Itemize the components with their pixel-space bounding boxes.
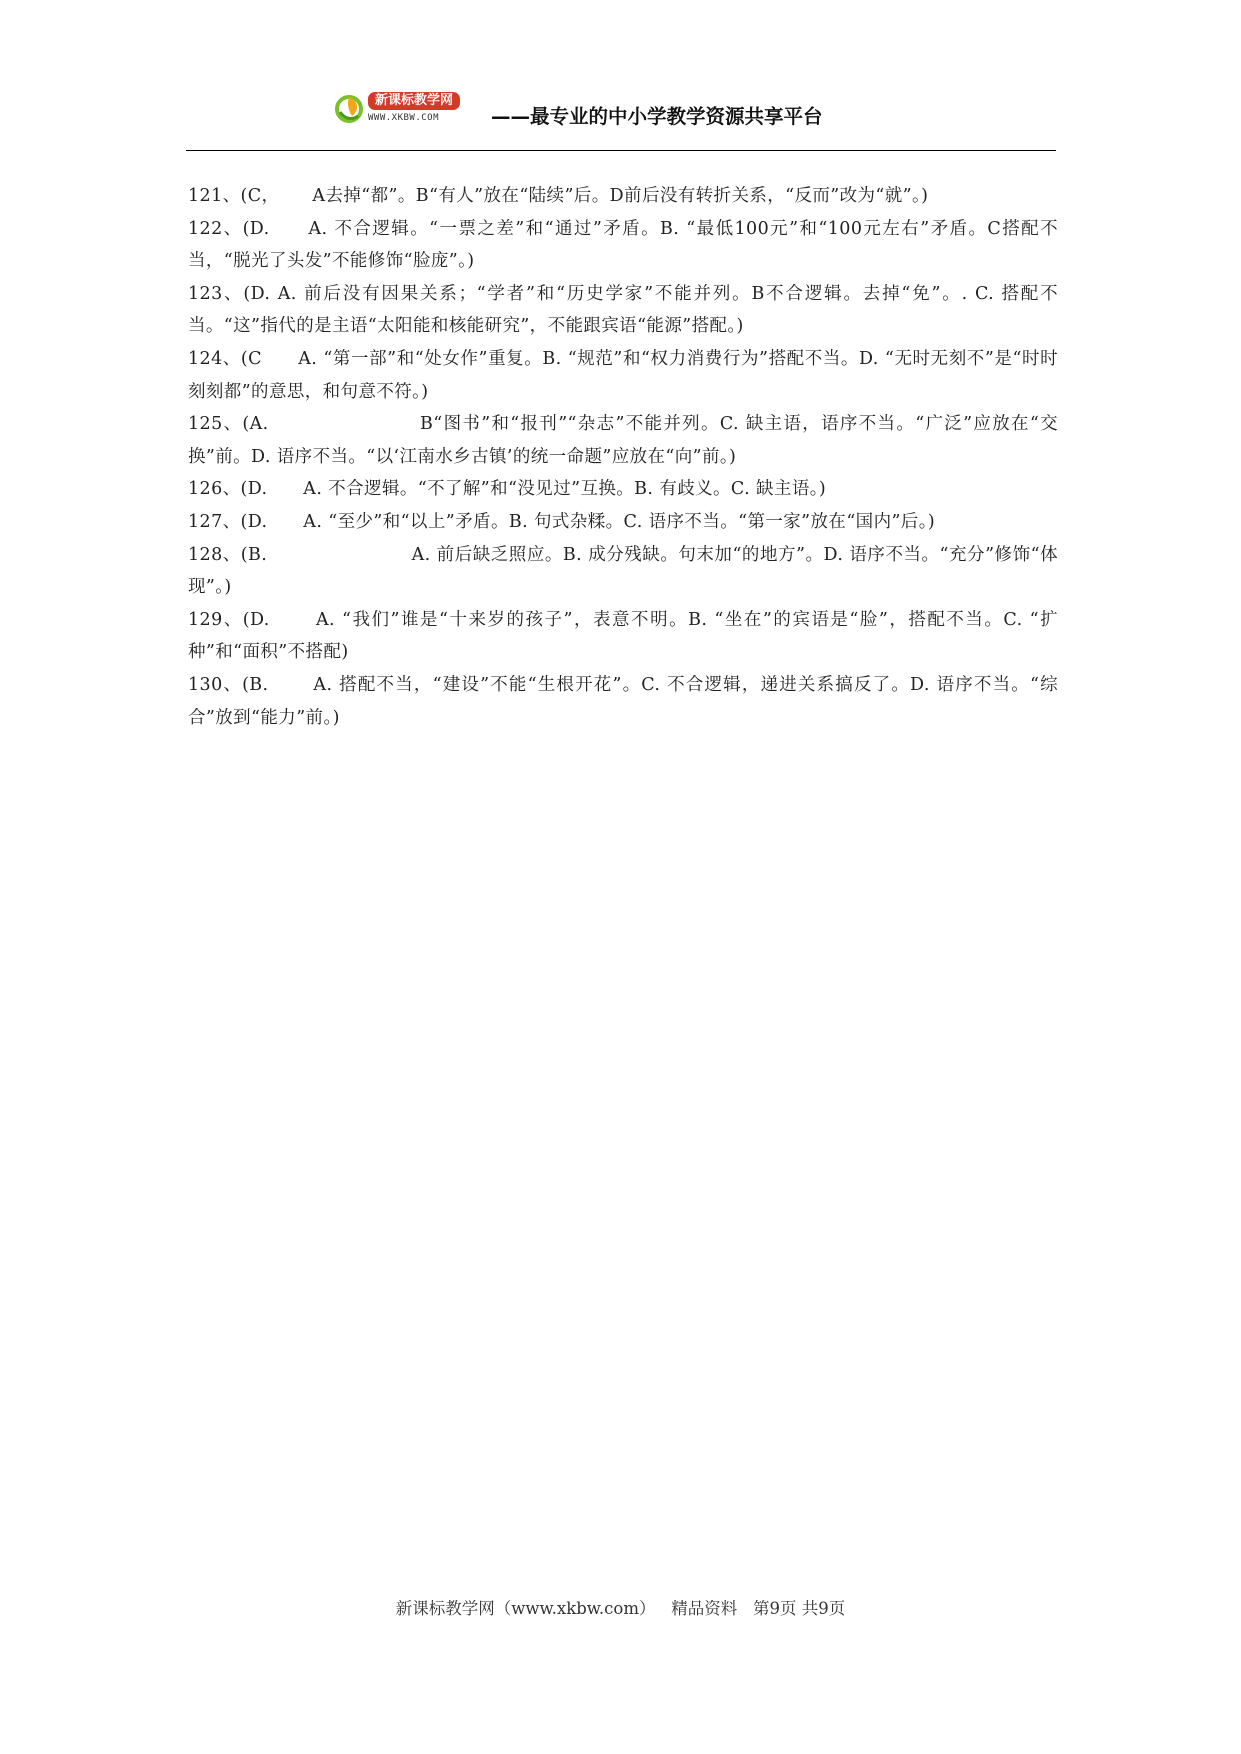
answer-130: 130、(B. A. 搭配不当，“建设”不能“生根开花”。C. 不合逻辑，递进关系搞反了。D. 语序不当。“综合”放到“能力”前。)	[188, 674, 1058, 728]
footer-page-suffix: 页	[828, 1599, 846, 1618]
answer-125: 125、(A. B“图书”和“报刊”“杂志”不能并列。C. 缺主语，语序不当。“广泛”应放在“交换”前。D. 语序不当。“以‘江南水乡古镇’的统一命题”应放在“向”前。)	[188, 414, 1058, 467]
logo-text: 新课标教学网	[368, 92, 460, 110]
footer-label: 精品资料	[671, 1599, 738, 1618]
logo-url: WWW.XKBW.COM	[368, 113, 440, 123]
answer-122: 122、(D. A. 不合逻辑。“一票之差”和“通过”矛盾。B. “最低100元”和“100元左右”矛盾。C搭配不当，“脱光了头发”不能修饰“脸庞”。)	[188, 218, 1058, 272]
page-footer	[0, 1597, 1241, 1621]
page-header	[186, 88, 1056, 151]
answer-list	[188, 180, 1058, 734]
answer-129: 129、(D. A. “我们”谁是“十来岁的孩子”，表意不明。B. “坐在”的宾语是“脸”，搭配不当。C. “扩种”和“面积”不搭配)	[188, 609, 1058, 663]
answer-128: 128、(B. A. 前后缺乏照应。B. 成分残缺。句末加“的地方”。D. 语序不当。“充分”修饰“体现”。)	[188, 544, 1058, 598]
footer-page-current: 9	[769, 1599, 780, 1618]
answer-127: 127、(D. A. “至少”和“以上”矛盾。B. 句式杂糅。C. 语序不当。“第一家”放在“国内”后。)	[188, 511, 936, 532]
footer-page-prefix: 第	[753, 1599, 770, 1618]
leaf-logo-icon	[334, 94, 364, 124]
answer-124: 124、(C A. “第一部”和“处女作”重复。B. “规范”和“权力消费行为”搭配不当。D. “无时无刻不”是“时时刻刻都”的意思，和句意不符。)	[188, 348, 1058, 402]
footer-page-mid: 页 共	[780, 1599, 819, 1618]
footer-site[interactable]: 新课标教学网（www.xkbw.com）	[395, 1599, 656, 1618]
answer-121: 121、(C， A去掉“都”。B“有人”放在“陆续”后。D前后没有转折关系，“反而”改为“就”。)	[188, 186, 929, 206]
site-logo[interactable]	[334, 90, 474, 130]
answer-123: 123、(D. A. 前后没有因果关系；“学者”和“历史学家”不能并列。B不合逻辑。去掉“免”。. C. 搭配不当。“这”指代的是主语“太阳能和核能研究”，不能跟宾语“能源”搭配。)	[188, 283, 1058, 337]
header-slogan: ——最专业的中小学教学资源共享平台	[491, 105, 823, 128]
footer-page-total: 9	[818, 1599, 829, 1618]
answer-126: 126、(D. A. 不合逻辑。“不了解”和“没见过”互换。B. 有歧义。C. 缺主语。)	[188, 479, 827, 500]
